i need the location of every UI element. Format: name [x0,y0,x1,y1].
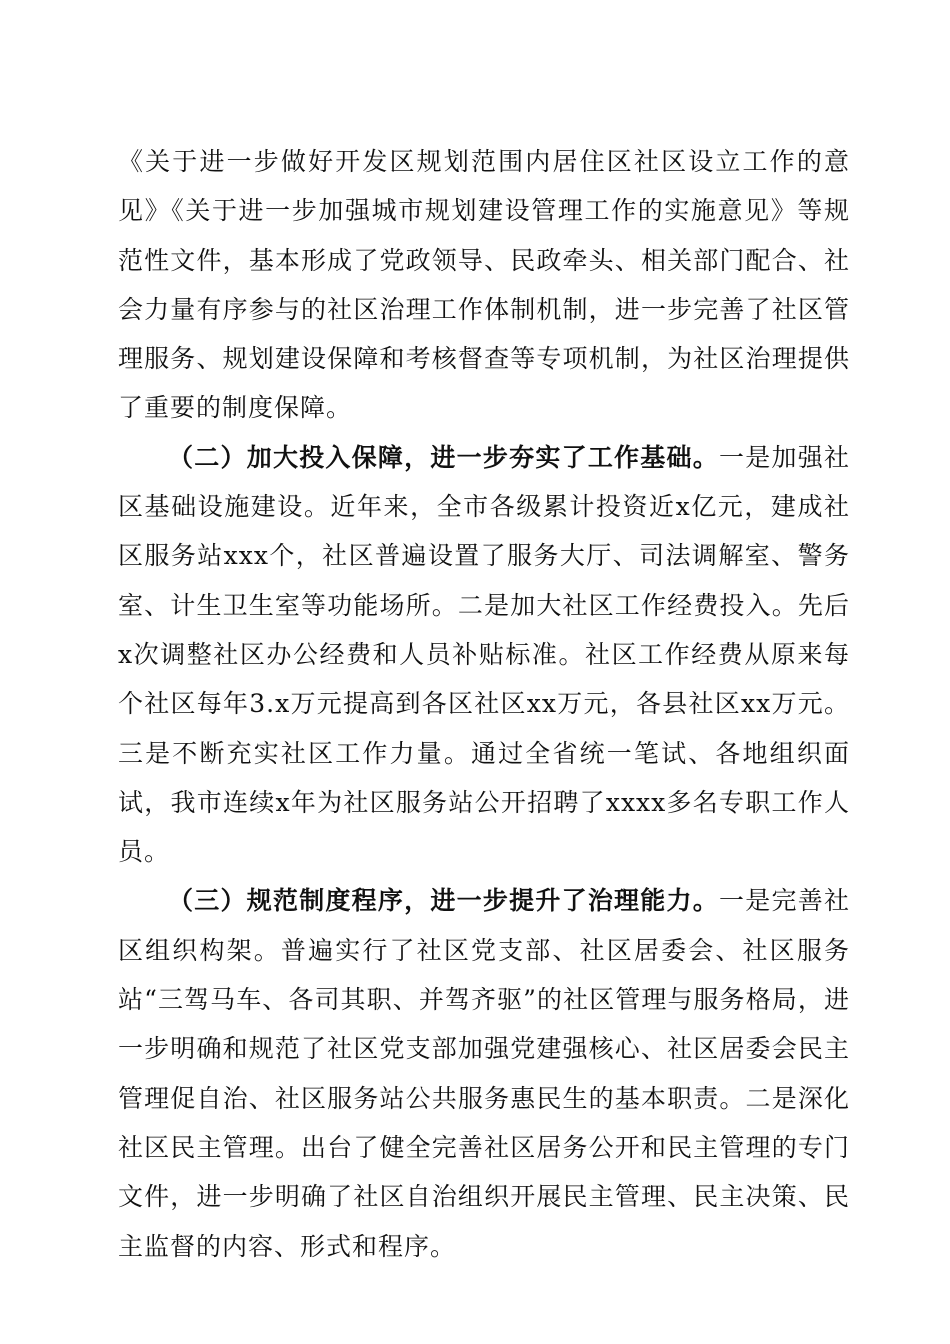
paragraph-text: 一是完善社区组织构架。普遍实行了社区党支部、社区居委会、社区服务站“三驾马车、各司其职、并驾齐驱”的社区管理与服务格局，进一步明确和规范了社区党支部加强党建强核心、社区居委会民主管理促自治、社区服务站公共服务惠民生的基本职责。二是深化社区民主管理。出台了健全完善社区居务公开和民主管理的专门文件，进一步明确了社区自治组织开展民主管理、民主决策、民主监督的内容、形式和程序。 [118,886,850,1261]
paragraph-text: 一是加强社区基础设施建设。近年来，全市各级累计投资近x亿元，建成社区服务站xxx个，社区普遍设置了服务大厅、司法调解室、警务室、计生卫生室等功能场所。二是加大社区工作经费投入。先后x次调整社区办公经费和人员补贴标准。社区工作经费从原来每个社区每年3.x万元提高到各区社区xx万元，各县社区xx万元。三是不断充实社区工作力量。通过全省统一笔试、各地组织面试，我市连续x年为社区服务站公开招聘了xxxx多名专职工作人员。 [118,442,850,867]
paragraph-section-2 [118,433,850,877]
paragraph-continuation [118,137,850,433]
section-heading: （二）加大投入保障，进一步夯实了工作基础。 [168,442,720,472]
section-heading: （三）规范制度程序，进一步提升了治理能力。 [168,886,720,916]
paragraph-text: 《关于进一步做好开发区规划范围内居住区社区设立工作的意见》《关于进一步加强城市规划建设管理工作的实施意见》等规范性文件，基本形成了党政领导、民政牵头、相关部门配合、社会力量有序参与的社区治理工作体制机制，进一步完善了社区管理服务、规划建设保障和考核督查等专项机制，为社区治理提供了重要的制度保障。 [118,147,850,423]
paragraph-section-3 [118,876,850,1270]
document-body [118,137,850,1271]
